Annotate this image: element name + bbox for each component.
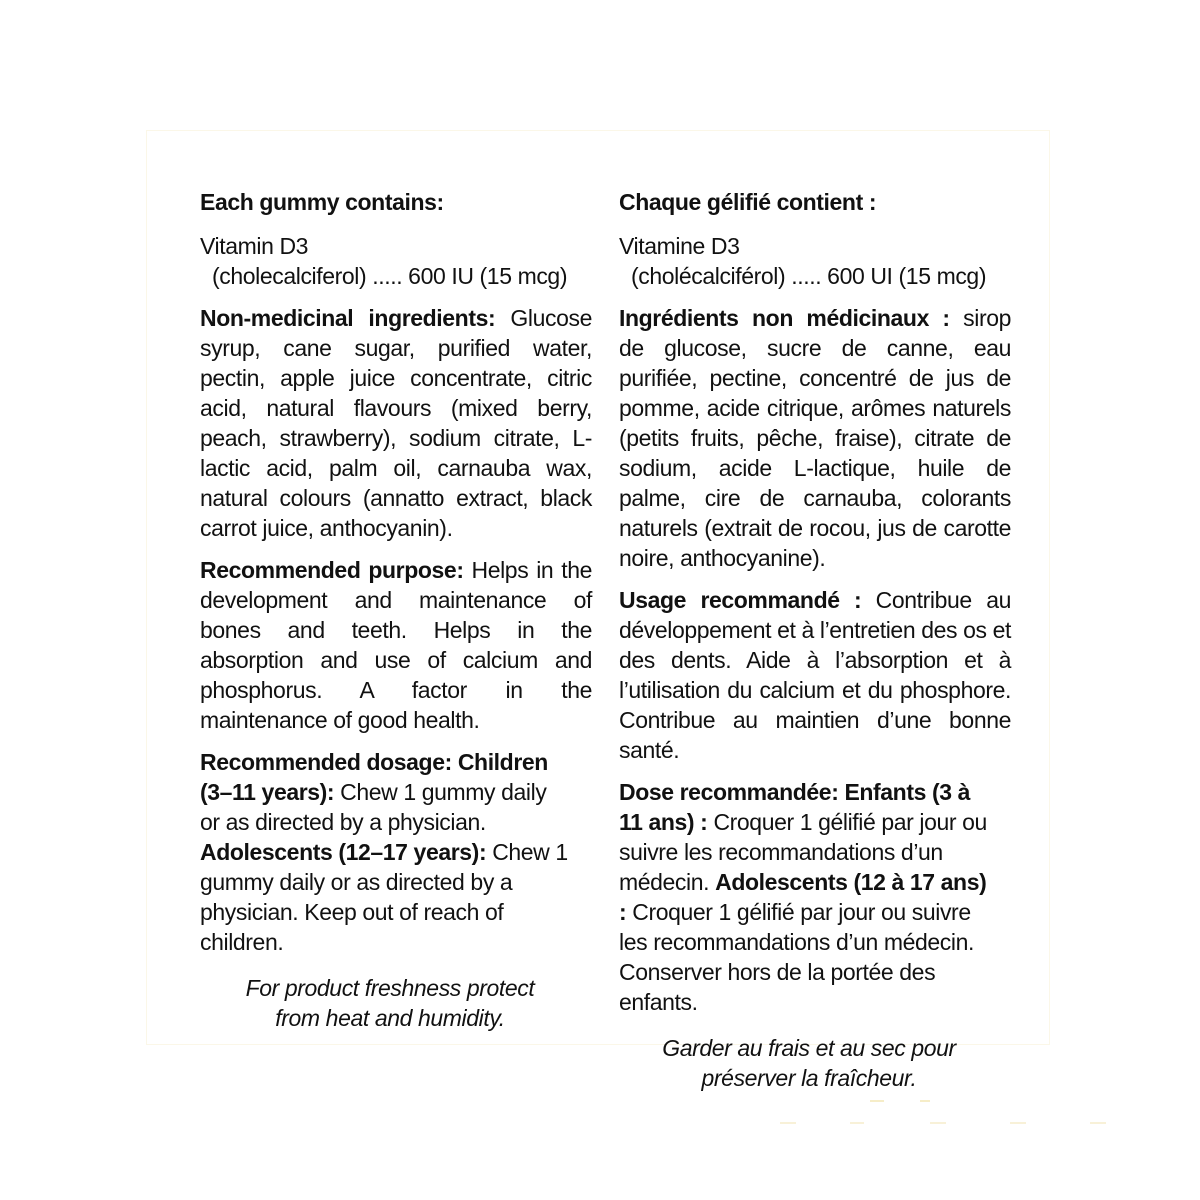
faint-edge-marks — [760, 1100, 1120, 1130]
english-purpose-label: Recommended purpose: — [200, 557, 464, 583]
label-panel — [146, 130, 1050, 1091]
english-vitamin-name: Vitamin D3 — [200, 233, 309, 259]
english-storage-line2: from heat and humidity. — [275, 1005, 505, 1031]
french-nmi-section — [619, 303, 1011, 573]
french-purpose-text: Contribue au développement et à l’entretien des os et des dents. Aide à l’absorption et à l’utilisation du calcium et du phosphore. Contribue au maintien d’une bonne santé. — [619, 587, 1011, 763]
french-storage-line1: Garder au frais et au sec pour — [662, 1035, 956, 1061]
english-column — [200, 187, 592, 1045]
english-storage-note — [200, 973, 592, 1033]
english-vitamin-amount: (cholecalciferol) ..... 600 IU (15 mcg) — [212, 263, 568, 289]
french-nmi-label: Ingrédients non médicinaux : — [619, 305, 950, 331]
english-dosage-label: Recommended dosage: Children (3–11 years): — [200, 749, 548, 805]
french-vitamin-amount: (cholécalciférol) ..... 600 UI (15 mcg) — [631, 263, 987, 289]
french-dosage-children-text: Croquer 1 gélifié par jour ou suivre les recommandations d’un médecin. — [619, 809, 987, 895]
english-dosage-section — [200, 747, 570, 957]
english-heading: Each gummy contains: — [200, 189, 444, 215]
english-nmi-label: Non-medicinal ingredients: — [200, 305, 496, 331]
french-purpose-label: Usage recommandé : — [619, 587, 862, 613]
english-adolescents-label: Adolescents (12–17 years): — [200, 839, 487, 865]
english-adolescents-text: Chew 1 gummy daily or as directed by a physician. Keep out of reach of children. — [200, 839, 568, 955]
french-column — [619, 187, 1011, 1105]
french-dosage-label: Dose recommandée: Enfants (3 à 11 ans) : — [619, 779, 971, 835]
english-dosage-children-text: Chew 1 gummy daily or as directed by a physician. — [200, 779, 547, 835]
french-nmi-text: sirop de glucose, sucre de canne, eau purifiée, pectine, concentré de jus de pomme, acide citrique, arômes naturels (petits fruits, pêche, fraise), citrate de sodium, acide L-lactique, huile de palme, cire de carnauba, colorants naturels (extrait de rocou, jus de carotte noire, anthocyanine). — [619, 305, 1011, 571]
english-purpose-section — [200, 555, 592, 735]
english-nmi-section — [200, 303, 592, 543]
french-storage-line2: préserver la fraîcheur. — [701, 1065, 917, 1091]
french-vitamin-name: Vitamine D3 — [619, 233, 740, 259]
french-adolescents-label: Adolescents (12 à 17 ans) : — [619, 869, 987, 925]
english-nmi-text: Glucose syrup, cane sugar, purified water, pectin, apple juice concentrate, citric acid, natural flavours (mixed berry, peach, strawberry), sodium citrate, L-lactic acid, palm oil, carnauba wax, natural colours (annatto extract, black carrot juice, anthocyanin). — [200, 305, 592, 541]
english-purpose-text: Helps in the development and maintenance of bones and teeth. Helps in the absorption and use of calcium and phosphorus. A factor in the maintenance of good health. — [200, 557, 592, 733]
english-storage-line1: For product freshness protect — [245, 975, 535, 1001]
french-storage-note — [619, 1033, 1011, 1093]
french-dosage-section — [619, 777, 989, 1017]
french-purpose-section — [619, 585, 1011, 765]
french-heading: Chaque gélifié contient : — [619, 189, 877, 215]
french-adolescents-text: Croquer 1 gélifié par jour ou suivre les recommandations d’un médecin. Conserver hors de la portée des enfants. — [619, 899, 974, 1015]
